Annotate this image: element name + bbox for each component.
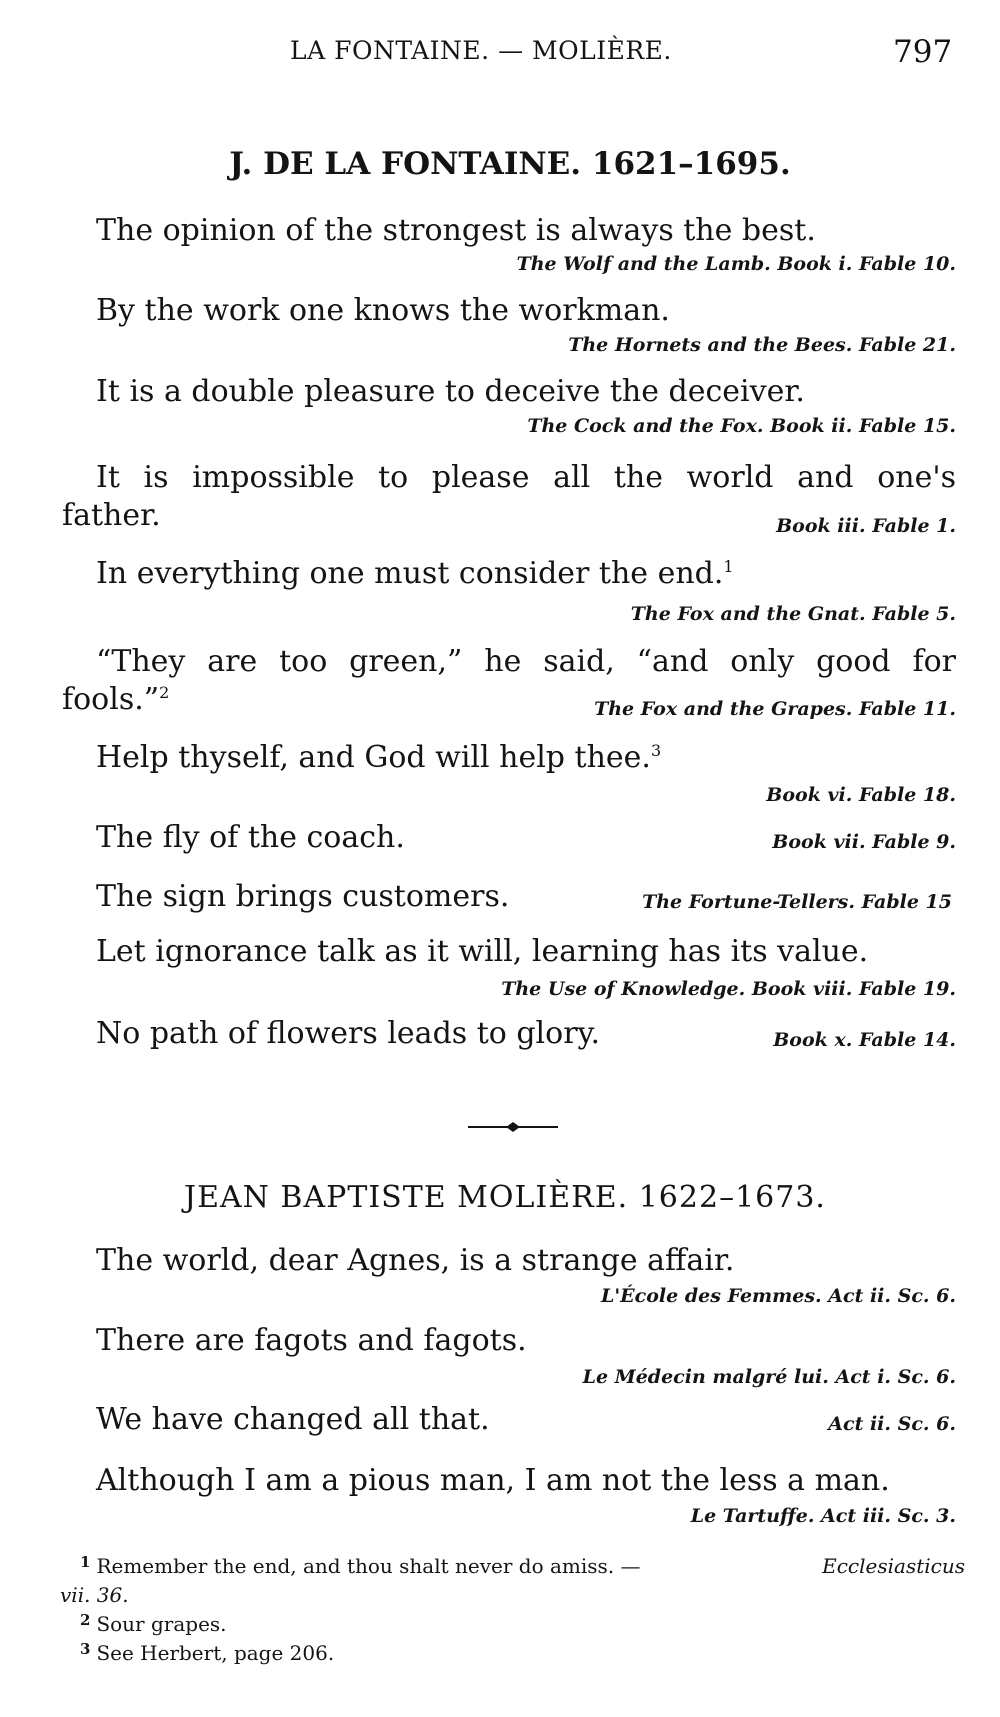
quote bbox=[96, 556, 956, 591]
quote: Although I am a pious man, I am not the less a man. bbox=[96, 1463, 890, 1498]
footnote-1-body bbox=[80, 1554, 641, 1578]
footnote-source-cont: vii. 36. bbox=[60, 1583, 129, 1607]
running-head: LA FONTAINE. — MOLIÈRE. bbox=[290, 36, 672, 65]
citation: The Hornets and the Bees. Fable 21. bbox=[568, 334, 956, 356]
citation: Le Tartuffe. Act iii. Sc. 3. bbox=[690, 1505, 956, 1527]
citation: The Cock and the Fox. Book ii. Fable 15. bbox=[527, 415, 956, 437]
footnote-1 bbox=[80, 1554, 965, 1578]
footnote-3 bbox=[80, 1641, 334, 1665]
quote: The fly of the coach. bbox=[96, 820, 405, 855]
quote: The world, dear Agnes, is a strange affair. bbox=[96, 1243, 735, 1278]
citation: Book x. Fable 14. bbox=[773, 1029, 956, 1051]
quote: The sign brings customers. bbox=[96, 879, 510, 914]
footnote-source: Ecclesiasticus bbox=[822, 1554, 965, 1578]
quote: By the work one knows the workman. bbox=[96, 293, 670, 328]
citation: Book vii. Fable 9. bbox=[772, 831, 956, 853]
citation: The Use of Knowledge. Book viii. Fable 19. bbox=[501, 978, 956, 1000]
footnote-number: 2 bbox=[80, 1611, 91, 1629]
quote: No path of flowers leads to glory. bbox=[96, 1016, 601, 1051]
quote: There are fagots and fagots. bbox=[96, 1323, 527, 1358]
footnote-text: See Herbert, page 206. bbox=[96, 1641, 335, 1665]
quote-text: In everything one must consider the end. bbox=[96, 556, 724, 591]
citation: Book iii. Fable 1. bbox=[776, 515, 956, 537]
quote bbox=[96, 740, 956, 775]
ornament-divider bbox=[468, 1121, 558, 1133]
quote: It is a double pleasure to deceive the deceiver. bbox=[96, 374, 805, 409]
quote-line bbox=[62, 682, 170, 717]
citation: L'École des Femmes. Act ii. Sc. 6. bbox=[601, 1285, 956, 1307]
quote-line: It is impossible to please all the world and one's bbox=[96, 460, 956, 495]
citation: The Fox and the Gnat. Fable 5. bbox=[630, 603, 956, 625]
quote: Let ignorance talk as it will, learning has its value. bbox=[96, 934, 869, 969]
citation: The Fortune-Tellers. Fable 15 bbox=[642, 891, 952, 913]
quote: We have changed all that. bbox=[96, 1402, 490, 1437]
footnote-text: Remember the end, and thou shalt never do amiss. — bbox=[96, 1554, 641, 1578]
quote: The opinion of the strongest is always the best. bbox=[96, 213, 816, 248]
citation: The Wolf and the Lamb. Book i. Fable 10. bbox=[516, 253, 956, 275]
quote-line: “They are too green,” he said, “and only good for bbox=[96, 644, 956, 679]
footnote-number: 3 bbox=[80, 1640, 91, 1658]
citation: The Fox and the Grapes. Fable 11. bbox=[594, 698, 956, 720]
section-title-moliere: JEAN BAPTISTE MOLIÈRE. 1622–1673. bbox=[184, 1180, 826, 1215]
footnote-number: 1 bbox=[80, 1553, 91, 1571]
citation: Book vi. Fable 18. bbox=[766, 784, 956, 806]
quote-text: Help thyself, and God will help thee. bbox=[96, 740, 651, 775]
quote-text: fools.” bbox=[62, 682, 160, 717]
footnote-ref: 1 bbox=[723, 557, 734, 576]
citation: Le Médecin malgré lui. Act i. Sc. 6. bbox=[582, 1366, 956, 1388]
footnote-2 bbox=[80, 1612, 227, 1636]
quote-line: father. bbox=[62, 498, 161, 533]
section-title-fontaine: J. DE LA FONTAINE. 1621–1695. bbox=[229, 146, 791, 182]
footnote-ref: 3 bbox=[650, 741, 662, 760]
citation: Act ii. Sc. 6. bbox=[828, 1413, 956, 1435]
page-number: 797 bbox=[893, 34, 953, 70]
footnote-ref: 2 bbox=[159, 683, 170, 702]
footnote-text: Sour grapes. bbox=[96, 1612, 227, 1636]
